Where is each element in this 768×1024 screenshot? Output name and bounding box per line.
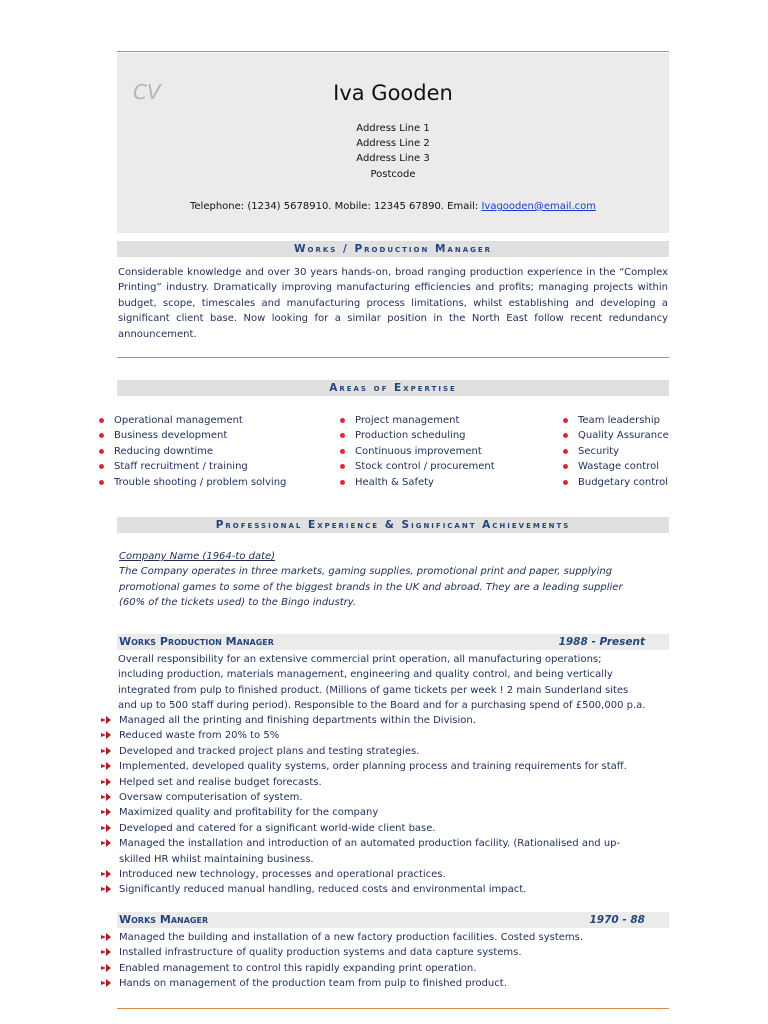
arrow-bullet-icon	[100, 962, 112, 974]
list-item: Installed infrastructure of quality production systems and data capture systems.	[100, 945, 583, 960]
company-description-line: promotional games to some of the biggest brands in the UK and abroad. They are a leading supplier	[119, 581, 623, 593]
bullet-dot-icon	[99, 433, 104, 438]
arrow-bullet-icon	[100, 760, 112, 772]
address-line-2: Address Line 2	[356, 138, 430, 149]
arrow-bullet-icon	[100, 883, 112, 895]
job-header	[117, 634, 669, 650]
arrow-bullet-icon	[100, 977, 112, 989]
bullet-dot-icon	[99, 449, 104, 454]
address-line-3: Address Line 3	[356, 153, 430, 164]
list-item: Significantly reduced manual handling, reduced costs and environmental impact.	[100, 882, 649, 897]
cv-header	[117, 53, 669, 233]
list-item: Continuous improvement	[340, 444, 495, 459]
expertise-column-3	[563, 413, 669, 490]
company-description-line: (60% of the tickets used) to the Bingo industry.	[119, 597, 357, 609]
list-item: Developed and tracked project plans and testing strategies.	[100, 744, 649, 759]
list-item: Introduced new technology, processes and operational practices.	[100, 867, 649, 882]
contact-phones: Telephone: (1234) 5678910. Mobile: 12345 67890. Email:	[190, 201, 482, 212]
arrow-bullet-icon	[100, 822, 112, 834]
arrow-bullet-icon	[100, 776, 112, 788]
bullet-dot-icon	[563, 464, 568, 469]
list-item: Team leadership	[563, 413, 669, 428]
job-header	[117, 912, 669, 928]
list-item: Staff recruitment / training	[99, 459, 286, 474]
list-item: Hands on management of the production team from pulp to finished product.	[100, 976, 583, 991]
bullet-dot-icon	[99, 418, 104, 423]
profile-divider	[117, 357, 669, 358]
arrow-bullet-icon	[100, 729, 112, 741]
list-item: Project management	[340, 413, 495, 428]
list-item: Helped set and realise budget forecasts.	[100, 775, 649, 790]
list-item: Managed the installation and introduction of an automated production facility. (Rationalised and up-skilled HR whilst maintaining business.	[100, 836, 649, 867]
job-dates: 1988 - Present	[558, 636, 645, 648]
achievement-list	[100, 713, 649, 898]
arrow-bullet-icon	[100, 806, 112, 818]
job-title: Works Manager	[119, 913, 209, 926]
candidate-name: Iva Gooden	[333, 81, 453, 105]
job-dates: 1970 - 88	[589, 914, 645, 926]
list-item: Wastage control	[563, 459, 669, 474]
list-item: Managed all the printing and finishing departments within the Division.	[100, 713, 649, 728]
list-item: Reduced waste from 20% to 5%	[100, 728, 649, 743]
list-item: Operational management	[99, 413, 286, 428]
list-item: Maximized quality and profitability for the company	[100, 805, 649, 820]
arrow-bullet-icon	[100, 791, 112, 803]
arrow-bullet-icon	[100, 931, 112, 943]
bullet-dot-icon	[340, 480, 345, 485]
job-description: Overall responsibility for an extensive commercial print operation, all manufacturing operations; including production, materials management, engineering and quality control, and being vertically integrated from pulp to finished product. (Millions of game tickets per week ! 2 main Sunderland sites and up to 500 staff during period). Responsible to the Board and for a purchasing spend of £500,000 p.a.	[118, 654, 646, 712]
list-item: Trouble shooting / problem solving	[99, 475, 286, 490]
bullet-dot-icon	[340, 464, 345, 469]
bullet-dot-icon	[563, 433, 568, 438]
bullet-dot-icon	[99, 480, 104, 485]
profile-summary: Considerable knowledge and over 30 years hands-on, broad ranging production experience in the “Complex Printing” industry. Dramatically improving manufacturing efficiencies and profits; managing projects within budget, scope, timescales and manufacturing process limitations, whilst establishing and developing a significant client base. Now looking for a similar position in the North East follow recent redundancy announcement.	[118, 267, 668, 340]
list-item: Business development	[99, 428, 286, 443]
expertise-column-2	[340, 413, 495, 490]
arrow-bullet-icon	[100, 868, 112, 880]
list-item: Enabled management to control this rapidly expanding print operation.	[100, 961, 583, 976]
arrow-bullet-icon	[100, 745, 112, 757]
arrow-bullet-icon	[100, 714, 112, 726]
list-item: Reducing downtime	[99, 444, 286, 459]
company-block	[119, 549, 639, 611]
list-item: Health & Safety	[340, 475, 495, 490]
bullet-dot-icon	[99, 464, 104, 469]
bullet-dot-icon	[563, 418, 568, 423]
list-item: Quality Assurance	[563, 428, 669, 443]
arrow-bullet-icon	[100, 946, 112, 958]
list-item: Oversaw computerisation of system.	[100, 790, 649, 805]
bullet-dot-icon	[563, 480, 568, 485]
list-item: Stock control / procurement	[340, 459, 495, 474]
address-line-1: Address Line 1	[356, 123, 430, 134]
job-title: Works Production Manager	[119, 635, 274, 648]
list-item: Implemented, developed quality systems, order planning process and training requirements for staff.	[100, 759, 649, 774]
company-name: Company Name (1964-to date)	[119, 551, 276, 562]
achievement-list	[100, 930, 583, 992]
email-link[interactable]: Ivagooden@email.com	[481, 201, 596, 212]
experience-heading: Professional Experience & Significant Achievements	[117, 517, 669, 533]
bullet-dot-icon	[340, 418, 345, 423]
arrow-bullet-icon	[100, 837, 112, 849]
bullet-dot-icon	[563, 449, 568, 454]
bottom-divider	[117, 1008, 669, 1009]
list-item: Developed and catered for a significant world-wide client base.	[100, 821, 649, 836]
bullet-dot-icon	[340, 433, 345, 438]
list-item: Managed the building and installation of a new factory production facilities. Costed systems.	[100, 930, 583, 945]
top-divider	[117, 51, 669, 52]
expertise-column-1	[99, 413, 286, 490]
cv-label: CV	[133, 80, 161, 104]
list-item: Production scheduling	[340, 428, 495, 443]
postcode: Postcode	[370, 169, 416, 180]
list-item: Budgetary control	[563, 475, 669, 490]
list-item: Security	[563, 444, 669, 459]
profile-heading: Works / Production Manager	[117, 241, 669, 257]
expertise-heading: Areas of Expertise	[117, 380, 669, 396]
contact-details	[117, 201, 669, 212]
bullet-dot-icon	[340, 449, 345, 454]
company-description-line: The Company operates in three markets, gaming supplies, promotional print and paper, supplying	[119, 566, 613, 578]
